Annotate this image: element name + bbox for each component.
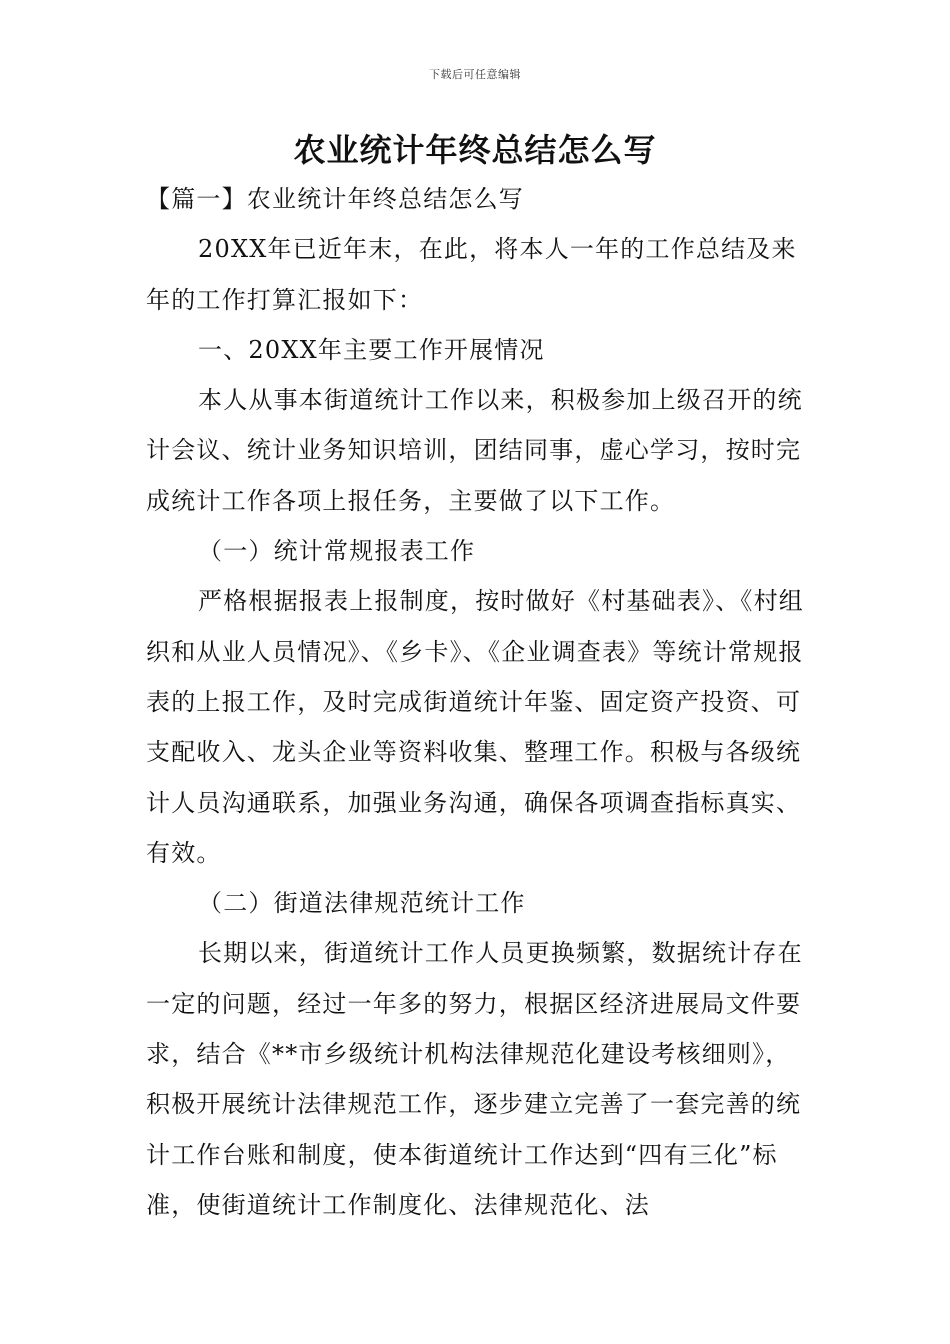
heading-main-work: 一、20XX年主要工作开展情况	[198, 335, 545, 364]
paragraph-legal-standardization: 长期以来，街道统计工作人员更换频繁，数据统计存在一定的问题，经过一年多的努力，根据区经济进展局文件要求，结合《**市乡级统计机构法律规范化建设考核细则》，积极开展统计法律规范工作，逐步建立完善了一套完善的统计工作台账和制度，使本街道统计工作达到“四有三化”标准，使街道统计工作制度化、法律规范化、法	[146, 939, 803, 1219]
heading-routine-reports: （一）统计常规报表工作	[198, 537, 476, 566]
heading-legal-standardization: （二）街道法律规范统计工作	[198, 889, 526, 918]
paragraph-work-overview: 本人从事本街道统计工作以来，积极参加上级召开的统计会议、统计业务知识培训，团结同事，虚心学习，按时完成统计工作各项上报任务，主要做了以下工作。	[146, 386, 803, 515]
paragraph-routine-reports: 严格根据报表上报制度，按时做好《村基础表》、《村组织和从业人员情况》、《乡卡》、《企业调查表》等统计常规报表的上报工作，及时完成街道统计年鉴、固定资产投资、可支配收入、龙头企业等资料收集、整理工作。积极与各级统计人员沟通联系，加强业务沟通，确保各项调查指标真实、有效。	[146, 587, 804, 867]
paragraph-intro: 20XX年已近年末，在此，将本人一年的工作总结及来年的工作打算汇报如下：	[146, 235, 797, 314]
document-title: 农业统计年终总结怎么写	[293, 131, 657, 169]
document-body	[146, 174, 806, 1230]
header-note: 下载后可任意编辑	[429, 68, 521, 81]
section-title: 【篇一】农业统计年终总结怎么写	[146, 185, 524, 213]
